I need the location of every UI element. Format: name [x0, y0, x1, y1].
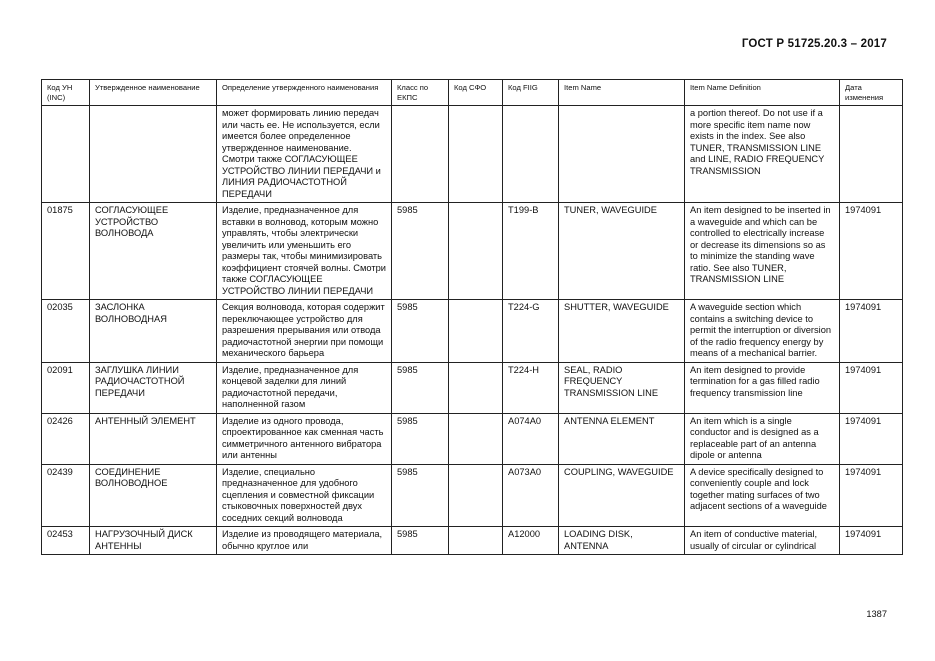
- cell-date: 1974091: [840, 527, 903, 555]
- cell-definition-ru: Изделие из одного провода, спроектированное как сменная часть симметричного антенного вибратора или антенны: [217, 413, 392, 464]
- table-row: [42, 527, 903, 555]
- cell-fiig: T224-G: [503, 300, 559, 363]
- table-row: [42, 300, 903, 363]
- cell-inc: 02426: [42, 413, 90, 464]
- cell-fiig: A12000: [503, 527, 559, 555]
- cell-name-ru: СОЕДИНЕНИЕ ВОЛНОВОДНОЕ: [90, 464, 217, 527]
- page-number: 1387: [866, 609, 887, 619]
- cell-fiig: [503, 106, 559, 203]
- cell-sfo: [449, 300, 503, 363]
- cell-item-name: [559, 106, 685, 203]
- cell-date: 1974091: [840, 300, 903, 363]
- cell-inc: 02091: [42, 362, 90, 413]
- col-header-item-definition: Item Name Definition: [685, 80, 840, 106]
- table-row: [42, 203, 903, 300]
- cell-fiig: A073A0: [503, 464, 559, 527]
- cell-item-name: SEAL, RADIO FREQUENCY TRANSMISSION LINE: [559, 362, 685, 413]
- document-standard-header: ГОСТ Р 51725.20.3 – 2017: [741, 38, 887, 50]
- cell-item-name: ANTENNA ELEMENT: [559, 413, 685, 464]
- cell-sfo: [449, 527, 503, 555]
- col-header-fiig: Код FIIG: [503, 80, 559, 106]
- cell-name-ru: [90, 106, 217, 203]
- col-header-date: Дата изменения: [840, 80, 903, 106]
- cell-class: 5985: [392, 413, 449, 464]
- cell-sfo: [449, 413, 503, 464]
- cell-inc: 02439: [42, 464, 90, 527]
- cell-definition-ru: Изделие, специально предназначенное для удобного сцепления и совместной фиксации стыковочных поверхностей двух соседних секций волновода: [217, 464, 392, 527]
- cell-item-name: TUNER, WAVEGUIDE: [559, 203, 685, 300]
- table-row: [42, 106, 903, 203]
- cell-sfo: [449, 362, 503, 413]
- cell-name-ru: ЗАГЛУШКА ЛИНИИ РАДИОЧАСТОТНОЙ ПЕРЕДАЧИ: [90, 362, 217, 413]
- cell-sfo: [449, 464, 503, 527]
- cell-name-ru: АНТЕННЫЙ ЭЛЕМЕНТ: [90, 413, 217, 464]
- cell-item-definition: An item designed to provide termination for a gas filled radio frequency transmission line: [685, 362, 840, 413]
- cell-item-definition: An item which is a single conductor and is designed as a replaceable part of an antenna dipole or antenna: [685, 413, 840, 464]
- cell-name-ru: ЗАСЛОНКА ВОЛНОВОДНАЯ: [90, 300, 217, 363]
- cell-fiig: T199-B: [503, 203, 559, 300]
- cell-class: 5985: [392, 203, 449, 300]
- cell-definition-ru: Секция волновода, которая содержит переключающее устройство для разрешения прерывания или отвода радиочастотной энергии при помощи механического барьера: [217, 300, 392, 363]
- cell-item-definition: An item designed to be inserted in a waveguide and which can be controlled to electrically increase or decrease its dimensions so as to minimize the standing wave ratio. See also TUNER, TRANSMISSION LINE: [685, 203, 840, 300]
- cell-name-ru: СОГЛАСУЮЩЕЕ УСТРОЙСТВО ВОЛНОВОДА: [90, 203, 217, 300]
- cell-class: 5985: [392, 527, 449, 555]
- cell-item-name: COUPLING, WAVEGUIDE: [559, 464, 685, 527]
- cell-item-definition: An item of conductive material, usually of circular or cylindrical: [685, 527, 840, 555]
- cell-item-definition: A device specifically designed to conveniently couple and lock together mating surfaces of two adjacent sections of a waveguide: [685, 464, 840, 527]
- cell-item-name: LOADING DISK, ANTENNA: [559, 527, 685, 555]
- cell-fiig: T224-H: [503, 362, 559, 413]
- cell-class: [392, 106, 449, 203]
- cell-date: 1974091: [840, 464, 903, 527]
- cell-inc: 01875: [42, 203, 90, 300]
- col-header-class: Класс по ЕКПС: [392, 80, 449, 106]
- table-row: [42, 464, 903, 527]
- classification-table: [41, 79, 903, 555]
- col-header-approved-name: Утвержденное наименование: [90, 80, 217, 106]
- cell-sfo: [449, 106, 503, 203]
- cell-definition-ru: Изделие, предназначенное для концевой заделки для линий радиочастотной передачи, наполненной газом: [217, 362, 392, 413]
- col-header-item-name: Item Name: [559, 80, 685, 106]
- cell-item-name: SHUTTER, WAVEGUIDE: [559, 300, 685, 363]
- cell-date: 1974091: [840, 203, 903, 300]
- cell-item-definition: a portion thereof. Do not use if a more specific item name now exists in the index. See also TUNER, TRANSMISSION LINE and LINE, RADIO FREQUENCY TRANSMISSION: [685, 106, 840, 203]
- col-header-approved-definition: Определение утвержденного наименования: [217, 80, 392, 106]
- cell-sfo: [449, 203, 503, 300]
- cell-date: 1974091: [840, 413, 903, 464]
- cell-item-definition: A waveguide section which contains a switching device to permit the interruption or diversion of the radio frequency energy by means of a mechanical barrier.: [685, 300, 840, 363]
- cell-inc: 02035: [42, 300, 90, 363]
- table-row: [42, 362, 903, 413]
- cell-inc: 02453: [42, 527, 90, 555]
- cell-definition-ru: может формировать линию передач или часть ее. Не используется, если имеется более определенное утвержденное наименование. Смотри также СОГЛАСУЮЩЕЕ УСТРОЙСТВО ЛИНИИ ПЕРЕДАЧИ и ЛИНИЯ РАДИОЧАСТОТНОЙ ПЕРЕДАЧИ: [217, 106, 392, 203]
- cell-definition-ru: Изделие, предназначенное для вставки в волновод, которым можно управлять, чтобы электрически увеличить или уменьшить его размеры так, чтобы минимизировать коэффициент стоячей волны. Смотри также СОГЛАСУЮЩЕЕ УСТРОЙСТВО ЛИНИИ ПЕРЕДАЧИ: [217, 203, 392, 300]
- cell-name-ru: НАГРУЗОЧНЫЙ ДИСК АНТЕННЫ: [90, 527, 217, 555]
- cell-date: [840, 106, 903, 203]
- cell-definition-ru: Изделие из проводящего материала, обычно круглое или: [217, 527, 392, 555]
- cell-date: 1974091: [840, 362, 903, 413]
- cell-inc: [42, 106, 90, 203]
- cell-class: 5985: [392, 362, 449, 413]
- table-row: [42, 413, 903, 464]
- cell-class: 5985: [392, 464, 449, 527]
- table-header-row: [42, 80, 903, 106]
- cell-class: 5985: [392, 300, 449, 363]
- cell-fiig: A074A0: [503, 413, 559, 464]
- col-header-inc: Код УН (INC): [42, 80, 90, 106]
- col-header-sfo: Код СФО: [449, 80, 503, 106]
